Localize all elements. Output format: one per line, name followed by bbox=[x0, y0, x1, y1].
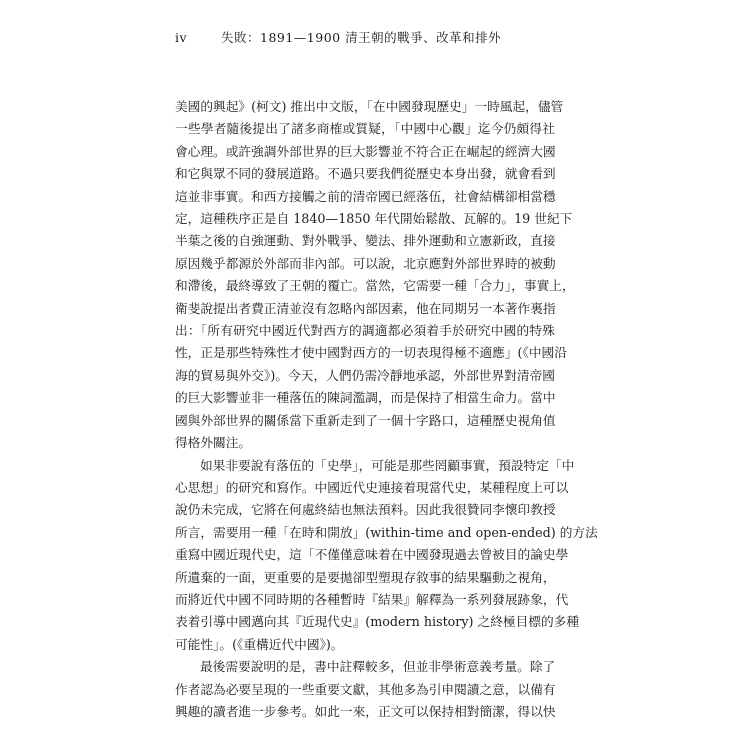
text-line: 最後需要說明的是，書中註釋較多，但並非學術意義考量。除了 bbox=[200, 659, 556, 675]
page-number: iv bbox=[175, 30, 188, 45]
text-line: 所遺棄的一面，更重要的是要拋卻型塑現存敘事的結果驅動之視角， bbox=[175, 569, 556, 585]
text-line: 如果非要說有落伍的「史學」，可能是那些罔顧事實，預設特定「中 bbox=[200, 457, 575, 473]
text-line: 可能性」。(《重構近代中國》)。 bbox=[175, 636, 344, 652]
text-line: 作者認為必要呈現的一些重要文獻，其他多為引申閱讀之意，以備有 bbox=[175, 681, 556, 697]
text-line: 重寫中國近現代史，這「不僅僅意味着在中國發現過去曾被目的論史學 bbox=[175, 547, 569, 563]
text-line: 海的貿易與外交》)。今天，人們仍需冷靜地承認，外部世界對清帝國 bbox=[175, 367, 555, 383]
paragraph bbox=[175, 455, 598, 657]
body-text bbox=[175, 96, 598, 723]
text-line: 而將近代中國不同時期的各種暫時『結果』解釋為一系列發展跡象，代 bbox=[175, 591, 569, 607]
text-line: 定，這種秩序正是自 1840—1850 年代開始鬆散、瓦解的。19 世紀下 bbox=[175, 211, 573, 227]
text-line: 表着引導中國邁向其『近現代史』(modern history) 之終極目標的多種 bbox=[175, 614, 580, 630]
text-line: 這並非事實。和西方接觸之前的清帝國已經落伍，社會結構卻相當穩 bbox=[175, 188, 556, 204]
running-header bbox=[175, 28, 501, 46]
text-line: 衛斐說提出者費正清並沒有忽略內部因素，他在同期另一本著作裏指 bbox=[175, 300, 556, 316]
text-line: 和滯後，最終導致了王朝的覆亡。當然，它需要一種「合力」，事實上， bbox=[175, 278, 575, 294]
text-line: 興趣的讀者進一步參考。如此一來，正文可以保持相對簡潔，得以快 bbox=[175, 703, 556, 719]
text-line: 出：「所有研究中國近代對西方的調適都必須着手於研究中國的特殊 bbox=[175, 323, 555, 339]
running-title: 失敗：1891—1900 清王朝的戰爭、改革和排外 bbox=[221, 30, 502, 45]
paragraph bbox=[175, 656, 555, 723]
text-line: 國與外部世界的關係當下重新走到了一個十字路口，這種歷史視角值 bbox=[175, 412, 556, 428]
text-line: 的巨大影響並非一種落伍的陳詞濫調，而是保持了相當生命力。當中 bbox=[175, 390, 556, 406]
text-line: 一些學者隨後提出了諸多商榷或質疑，「中國中心觀」迄今仍頗得社 bbox=[175, 121, 555, 137]
text-line: 半葉之後的自強運動、對外戰爭、變法、排外運動和立憲新政，直接 bbox=[175, 233, 556, 249]
text-line: 性，正是那些特殊性才使中國對西方的一切表現得極不適應」(《中國沿 bbox=[175, 345, 567, 361]
text-line: 和它與眾不同的發展道路。不過只要我們從歷史本身出發，就會看到 bbox=[175, 166, 556, 182]
text-line: 心思想」的研究和寫作。中國近代史連接着現當代史，某種程度上可以 bbox=[175, 479, 569, 495]
text-line: 會心理。或許強調外部世界的巨大影響並不符合正在崛起的經濟大國 bbox=[175, 143, 556, 159]
text-line: 得格外關注。 bbox=[175, 435, 252, 451]
text-line: 美國的興起》(柯文) 推出中文版，「在中國發現歷史」一時風起，儘管 bbox=[175, 99, 564, 114]
text-line: 原因幾乎都源於外部而非內部。可以說，北京應對外部世界時的被動 bbox=[175, 255, 556, 271]
text-line: 所言，需要用一種「在時和開放」(within-time and open-ended) 的方法 bbox=[175, 524, 598, 540]
text-line: 說仍未完成，它將在何處終結也無法預料。因此我很贊同李懷印教授 bbox=[175, 502, 556, 518]
paragraph bbox=[175, 96, 575, 455]
